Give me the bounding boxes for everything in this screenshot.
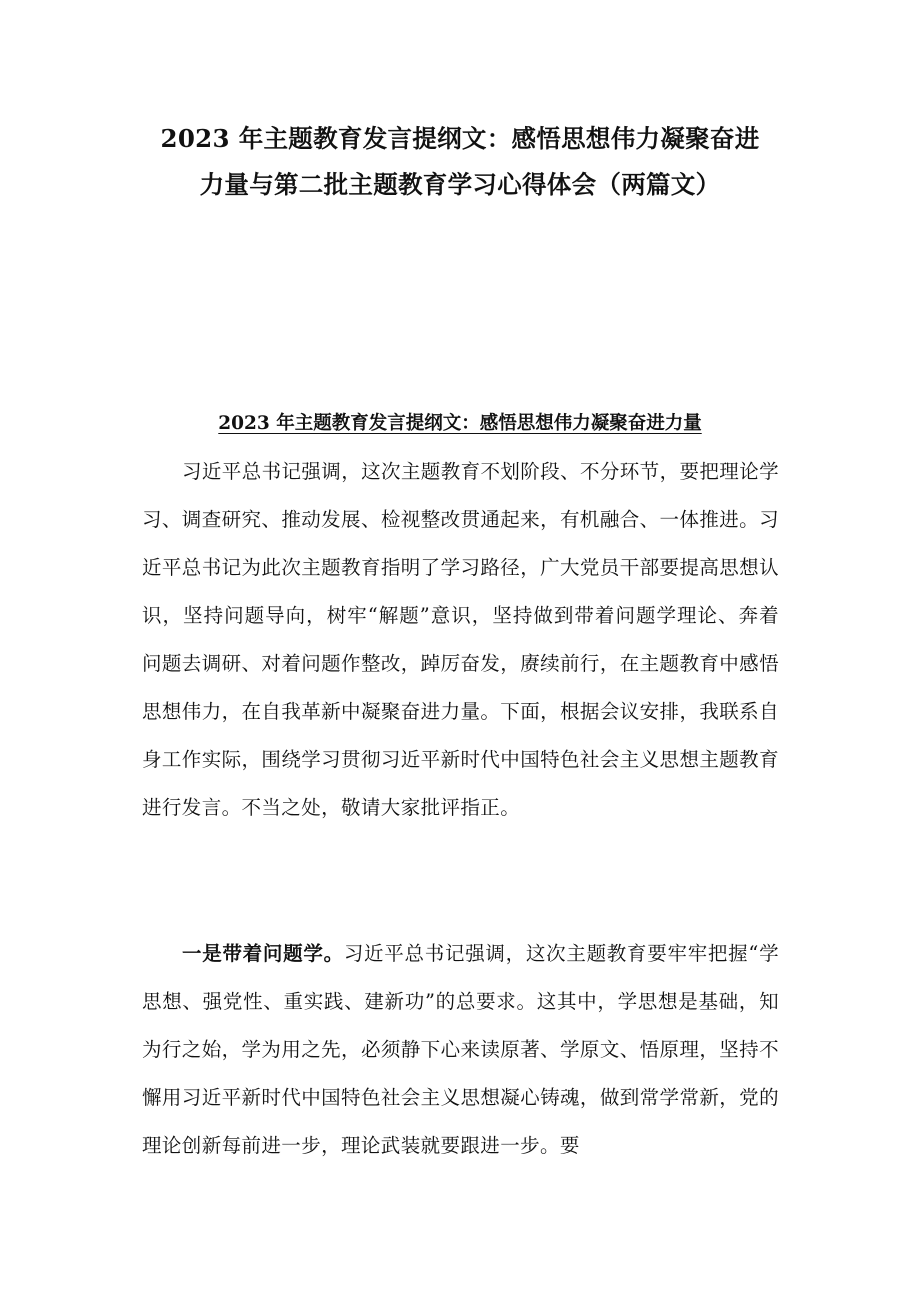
section-title: 2023 年主题教育发言提纲文：感悟思想伟力凝聚奋进力量 bbox=[218, 413, 702, 434]
document-title bbox=[130, 116, 790, 208]
body-paragraph-2 bbox=[142, 930, 779, 1170]
document-title-line-2: 力量与第二批主题教育学习心得体会（两篇文） bbox=[199, 170, 721, 199]
paragraph-body-text: 习近平总书记强调，这次主题教育要牢牢把握“学思想、强党性、重实践、建新功”的总要求。这其中，学思想是基础，知为行之始，学为用之先，必须静下心来读原著、学原文、悟原理，坚持不懈用习近平新时代中国特色社会主义思想凝心铸魂，做到常学常新，党的理论创新每前进一步，理论武装就要跟进一步。要 bbox=[142, 942, 779, 1157]
body-paragraph-1: 习近平总书记强调，这次主题教育不划阶段、不分环节，要把理论学习、调查研究、推动发展、检视整改贯通起来，有机融合、一体推进。习近平总书记为此次主题教育指明了学习路径，广大党员干部要提高思想认识，坚持问题导向，树牢“解题”意识，坚持做到带着问题学理论、奔着问题去调研、对着问题作整改，踔厉奋发，赓续前行，在主题教育中感悟思想伟力，在自我革新中凝聚奋进力量。下面，根据会议安排，我联系自身工作实际，围绕学习贯彻习近平新时代中国特色社会主义思想主题教育进行发言。不当之处，敬请大家批评指正。 bbox=[142, 460, 780, 819]
paragraph-lead-heading: 一是带着问题学。 bbox=[182, 942, 344, 965]
document-title-line-1: 2023 年主题教育发言提纲文：感悟思想伟力凝聚奋进 bbox=[160, 124, 760, 153]
